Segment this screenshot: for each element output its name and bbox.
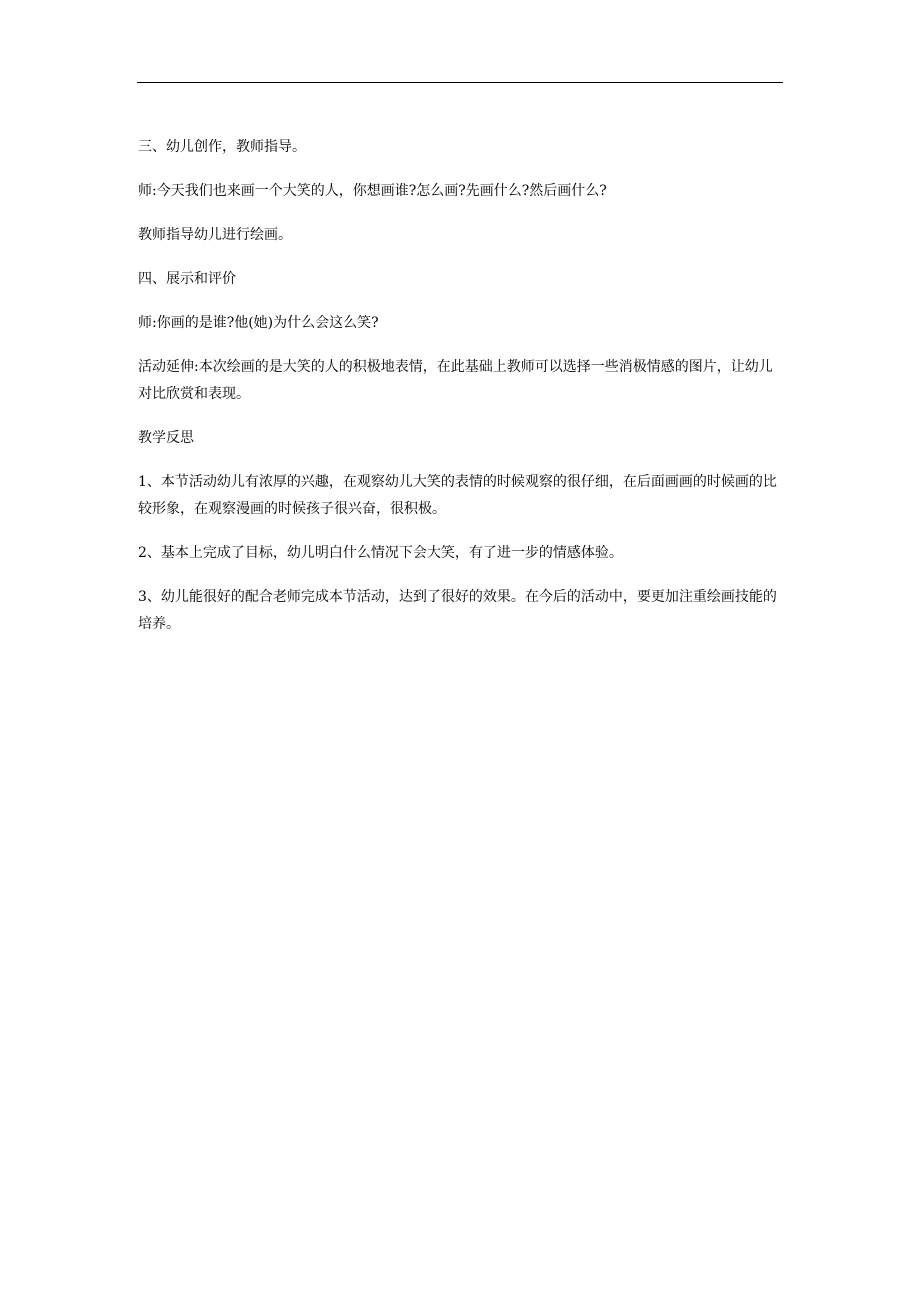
paragraph-reflection-3: 3、幼儿能很好的配合老师完成本节活动，达到了很好的效果。在今后的活动中，要更加注重绘画技能的培养。 — [138, 589, 777, 632]
paragraph-teacher-ask: 师:你画的是谁?他(她)为什么会这么笑? — [138, 315, 379, 331]
document-body — [138, 134, 784, 655]
header-rule — [137, 82, 783, 83]
section-heading-three: 三、幼儿创作，教师指导。 — [138, 139, 306, 155]
section-heading-four: 四、展示和评价 — [138, 271, 236, 287]
paragraph-teacher-question: 师:今天我们也来画一个大笑的人，你想画谁?怎么画?先画什么?然后画什么? — [138, 183, 607, 199]
paragraph-reflection-1: 1、本节活动幼儿有浓厚的兴趣，在观察幼儿大笑的表情的时候观察的很仔细，在后面画画的时候画的比较形象，在观察漫画的时候孩子很兴奋，很积极。 — [138, 474, 777, 517]
paragraph-reflection-2: 2、基本上完成了目标，幼儿明白什么情况下会大笑，有了进一步的情感体验。 — [138, 545, 623, 561]
section-heading-reflection: 教学反思 — [138, 430, 194, 446]
paragraph-activity-extension: 活动延伸:本次绘画的是大笑的人的积极地表情，在此基础上教师可以选择一些消极情感的图片，让幼儿对比欣赏和表现。 — [138, 359, 773, 402]
paragraph-teacher-guidance: 教师指导幼儿进行绘画。 — [138, 227, 292, 243]
